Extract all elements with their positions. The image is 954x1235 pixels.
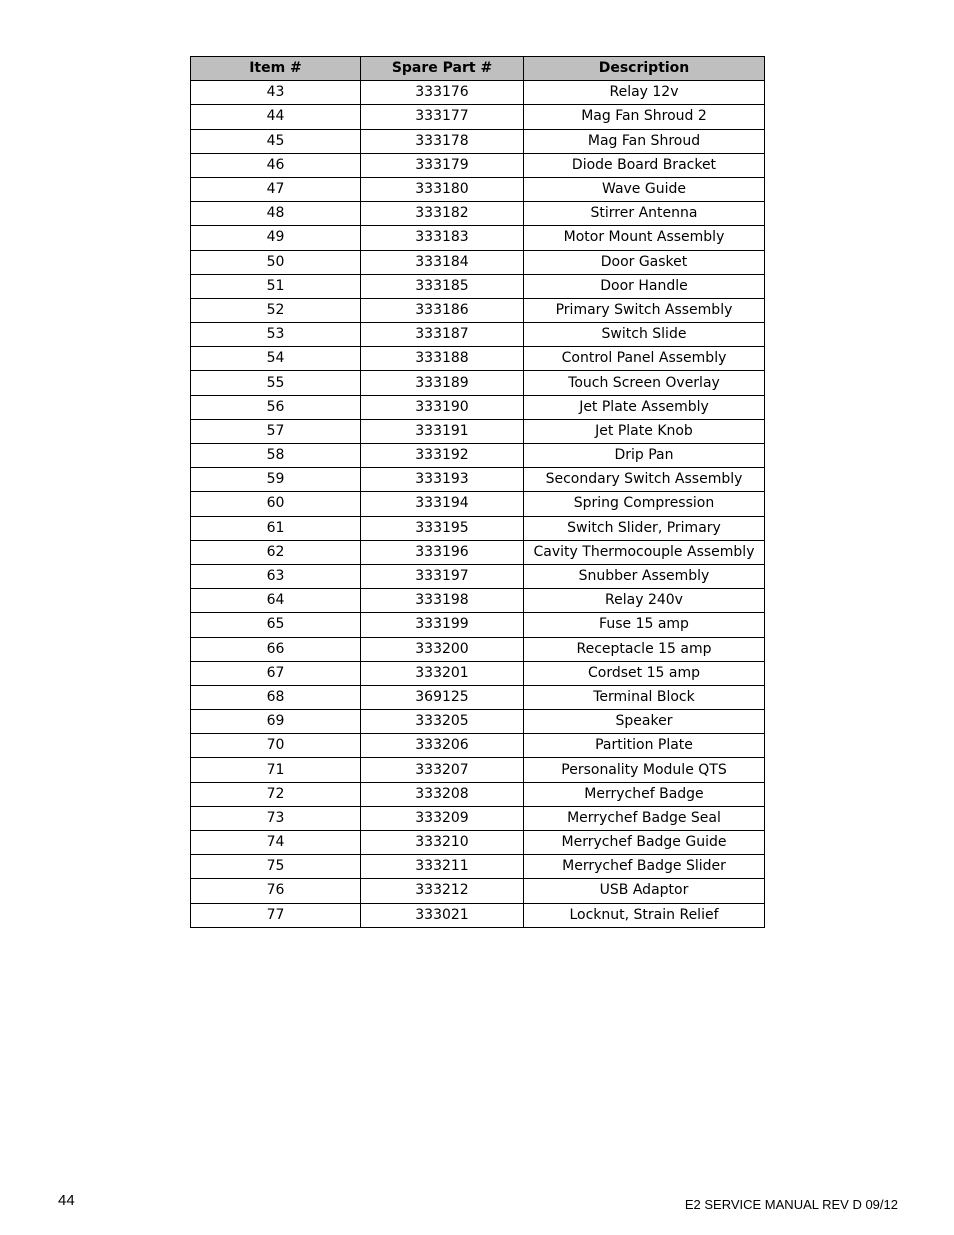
- table-row: [191, 685, 765, 709]
- cell-description: Control Panel Assembly: [524, 347, 765, 371]
- table-row: [191, 903, 765, 927]
- cell-spare-part-number: 333180: [361, 177, 524, 201]
- table-body: [191, 81, 765, 928]
- table-row: [191, 444, 765, 468]
- cell-spare-part-number: 333021: [361, 903, 524, 927]
- cell-spare-part-number: 333194: [361, 492, 524, 516]
- table-row: [191, 153, 765, 177]
- cell-item-number: 49: [191, 226, 361, 250]
- cell-spare-part-number: 333177: [361, 105, 524, 129]
- table-row: [191, 177, 765, 201]
- cell-spare-part-number: 333208: [361, 782, 524, 806]
- table-row: [191, 806, 765, 830]
- cell-spare-part-number: 333200: [361, 637, 524, 661]
- cell-spare-part-number: 333212: [361, 879, 524, 903]
- cell-item-number: 65: [191, 613, 361, 637]
- cell-spare-part-number: 333209: [361, 806, 524, 830]
- table-row: [191, 347, 765, 371]
- cell-description: Merrychef Badge Slider: [524, 855, 765, 879]
- cell-item-number: 76: [191, 879, 361, 903]
- cell-spare-part-number: 333199: [361, 613, 524, 637]
- header-item-number: Item #: [191, 57, 361, 81]
- table-row: [191, 831, 765, 855]
- table-header: [191, 57, 765, 81]
- table-row: [191, 202, 765, 226]
- cell-spare-part-number: 333190: [361, 395, 524, 419]
- table-row: [191, 516, 765, 540]
- cell-item-number: 57: [191, 419, 361, 443]
- table-row: [191, 758, 765, 782]
- cell-item-number: 45: [191, 129, 361, 153]
- cell-item-number: 75: [191, 855, 361, 879]
- table-row: [191, 879, 765, 903]
- cell-spare-part-number: 333185: [361, 274, 524, 298]
- cell-item-number: 67: [191, 661, 361, 685]
- cell-spare-part-number: 333195: [361, 516, 524, 540]
- cell-spare-part-number: 333196: [361, 540, 524, 564]
- table-row: [191, 371, 765, 395]
- table-row: [191, 81, 765, 105]
- cell-item-number: 72: [191, 782, 361, 806]
- cell-description: Partition Plate: [524, 734, 765, 758]
- cell-spare-part-number: 333183: [361, 226, 524, 250]
- cell-description: Wave Guide: [524, 177, 765, 201]
- cell-description: Cavity Thermocouple Assembly: [524, 540, 765, 564]
- cell-item-number: 61: [191, 516, 361, 540]
- cell-description: Secondary Switch Assembly: [524, 468, 765, 492]
- table-row: [191, 274, 765, 298]
- table-row: [191, 468, 765, 492]
- table-row: [191, 492, 765, 516]
- cell-item-number: 62: [191, 540, 361, 564]
- cell-description: Merrychef Badge: [524, 782, 765, 806]
- cell-spare-part-number: 333187: [361, 323, 524, 347]
- cell-spare-part-number: 333205: [361, 710, 524, 734]
- cell-item-number: 48: [191, 202, 361, 226]
- cell-description: Jet Plate Assembly: [524, 395, 765, 419]
- table-row: [191, 710, 765, 734]
- cell-item-number: 46: [191, 153, 361, 177]
- table-row: [191, 323, 765, 347]
- cell-item-number: 60: [191, 492, 361, 516]
- cell-spare-part-number: 333179: [361, 153, 524, 177]
- cell-description: Spring Compression: [524, 492, 765, 516]
- cell-spare-part-number: 333201: [361, 661, 524, 685]
- cell-spare-part-number: 333188: [361, 347, 524, 371]
- cell-item-number: 44: [191, 105, 361, 129]
- cell-spare-part-number: 333184: [361, 250, 524, 274]
- cell-spare-part-number: 369125: [361, 685, 524, 709]
- cell-item-number: 52: [191, 298, 361, 322]
- cell-item-number: 50: [191, 250, 361, 274]
- cell-description: Stirrer Antenna: [524, 202, 765, 226]
- cell-description: Personality Module QTS: [524, 758, 765, 782]
- cell-spare-part-number: 333191: [361, 419, 524, 443]
- table-row: [191, 734, 765, 758]
- cell-description: Locknut, Strain Relief: [524, 903, 765, 927]
- header-spare-part-number: Spare Part #: [361, 57, 524, 81]
- cell-item-number: 51: [191, 274, 361, 298]
- cell-description: Diode Board Bracket: [524, 153, 765, 177]
- cell-spare-part-number: 333192: [361, 444, 524, 468]
- table-row: [191, 564, 765, 588]
- cell-description: Merrychef Badge Seal: [524, 806, 765, 830]
- cell-item-number: 43: [191, 81, 361, 105]
- cell-item-number: 59: [191, 468, 361, 492]
- cell-spare-part-number: 333176: [361, 81, 524, 105]
- page-number: 44: [58, 1192, 75, 1209]
- cell-description: Cordset 15 amp: [524, 661, 765, 685]
- cell-description: Door Gasket: [524, 250, 765, 274]
- cell-item-number: 77: [191, 903, 361, 927]
- table-row: [191, 637, 765, 661]
- cell-item-number: 53: [191, 323, 361, 347]
- table-row: [191, 540, 765, 564]
- cell-description: Mag Fan Shroud: [524, 129, 765, 153]
- cell-item-number: 69: [191, 710, 361, 734]
- cell-spare-part-number: 333186: [361, 298, 524, 322]
- cell-description: Switch Slider, Primary: [524, 516, 765, 540]
- table-row: [191, 250, 765, 274]
- cell-description: Drip Pan: [524, 444, 765, 468]
- cell-item-number: 68: [191, 685, 361, 709]
- table-header-row: [191, 57, 765, 81]
- table-row: [191, 589, 765, 613]
- cell-spare-part-number: 333207: [361, 758, 524, 782]
- cell-item-number: 58: [191, 444, 361, 468]
- cell-description: Speaker: [524, 710, 765, 734]
- header-description: Description: [524, 57, 765, 81]
- cell-description: Touch Screen Overlay: [524, 371, 765, 395]
- cell-spare-part-number: 333182: [361, 202, 524, 226]
- cell-description: USB Adaptor: [524, 879, 765, 903]
- cell-item-number: 66: [191, 637, 361, 661]
- table-row: [191, 129, 765, 153]
- cell-spare-part-number: 333189: [361, 371, 524, 395]
- cell-item-number: 71: [191, 758, 361, 782]
- cell-spare-part-number: 333178: [361, 129, 524, 153]
- cell-description: Door Handle: [524, 274, 765, 298]
- spare-parts-table: [190, 56, 765, 928]
- cell-spare-part-number: 333198: [361, 589, 524, 613]
- cell-item-number: 55: [191, 371, 361, 395]
- cell-item-number: 56: [191, 395, 361, 419]
- cell-description: Terminal Block: [524, 685, 765, 709]
- table-row: [191, 298, 765, 322]
- cell-spare-part-number: 333210: [361, 831, 524, 855]
- cell-spare-part-number: 333197: [361, 564, 524, 588]
- cell-description: Relay 12v: [524, 81, 765, 105]
- cell-description: Fuse 15 amp: [524, 613, 765, 637]
- table-row: [191, 782, 765, 806]
- table-row: [191, 395, 765, 419]
- footer-document-title: E2 SERVICE MANUAL REV D 09/12: [684, 1197, 898, 1212]
- cell-item-number: 63: [191, 564, 361, 588]
- cell-description: Snubber Assembly: [524, 564, 765, 588]
- cell-description: Relay 240v: [524, 589, 765, 613]
- cell-item-number: 70: [191, 734, 361, 758]
- cell-description: Jet Plate Knob: [524, 419, 765, 443]
- cell-spare-part-number: 333193: [361, 468, 524, 492]
- cell-item-number: 64: [191, 589, 361, 613]
- cell-item-number: 54: [191, 347, 361, 371]
- table-row: [191, 613, 765, 637]
- cell-description: Receptacle 15 amp: [524, 637, 765, 661]
- cell-description: Switch Slide: [524, 323, 765, 347]
- table-row: [191, 419, 765, 443]
- cell-description: Motor Mount Assembly: [524, 226, 765, 250]
- cell-description: Mag Fan Shroud 2: [524, 105, 765, 129]
- cell-description: Primary Switch Assembly: [524, 298, 765, 322]
- cell-description: Merrychef Badge Guide: [524, 831, 765, 855]
- table-row: [191, 855, 765, 879]
- cell-item-number: 73: [191, 806, 361, 830]
- table-row: [191, 661, 765, 685]
- table-row: [191, 105, 765, 129]
- cell-spare-part-number: 333206: [361, 734, 524, 758]
- cell-item-number: 47: [191, 177, 361, 201]
- table-row: [191, 226, 765, 250]
- cell-item-number: 74: [191, 831, 361, 855]
- cell-spare-part-number: 333211: [361, 855, 524, 879]
